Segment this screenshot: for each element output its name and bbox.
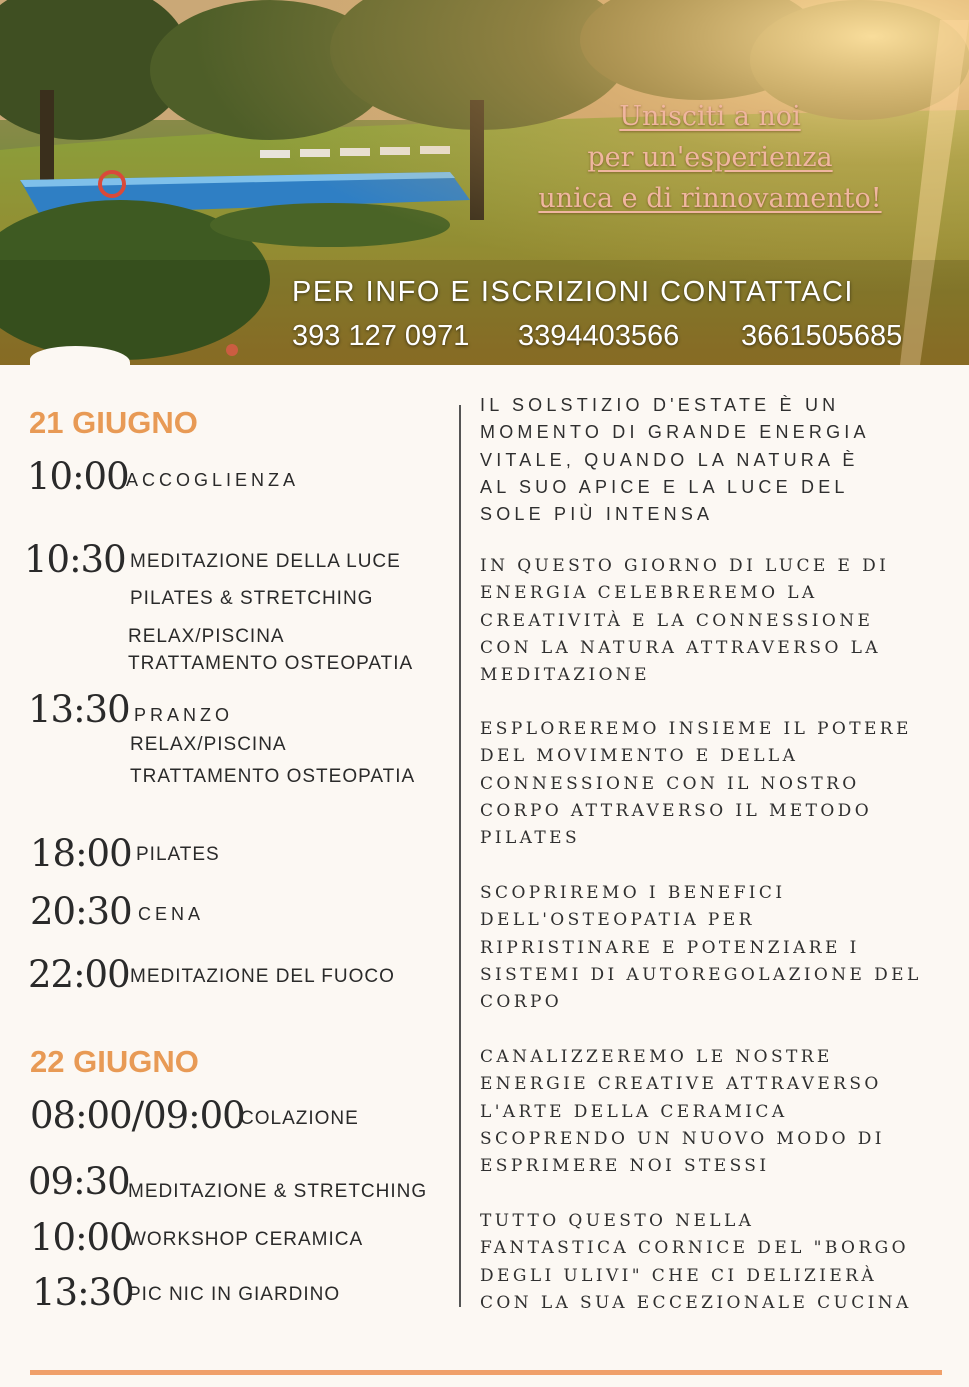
schedule-activity: PRANZO bbox=[134, 705, 234, 725]
description-line: IL SOLSTIZIO D'ESTATE È UN bbox=[480, 395, 840, 415]
phone-number[interactable]: 3394403566 bbox=[518, 320, 680, 352]
schedule-time: 08:00/09:00 bbox=[30, 1094, 245, 1137]
schedule-activity: RELAX/PISCINA bbox=[128, 626, 285, 647]
description-line: SCOPRIREMO I BENEFICI bbox=[480, 883, 786, 903]
phone-number[interactable]: 3661505685 bbox=[741, 320, 903, 352]
description-line: MEDITAZIONE bbox=[480, 665, 650, 686]
description-line: SCOPRENDO UN NUOVO MODO DI bbox=[480, 1128, 885, 1149]
description-line: MOMENTO DI GRANDE ENERGIA bbox=[480, 422, 870, 443]
description-line: CONNESSIONE CON IL NOSTRO bbox=[480, 773, 860, 794]
schedule-time: 18:00 bbox=[30, 832, 132, 875]
description-paragraph bbox=[480, 553, 950, 689]
phone-number[interactable]: 393 127 0971 bbox=[292, 320, 470, 352]
schedule-time: 22:00 bbox=[28, 953, 130, 996]
schedule-activity: PILATES bbox=[136, 844, 220, 865]
description-line: SOLE PIÙ INTENSA bbox=[480, 504, 714, 525]
schedule-activity: ACCOGLIENZA bbox=[126, 470, 300, 490]
description-line: L'ARTE DELLA CERAMICA bbox=[480, 1101, 788, 1122]
contact-title: PER INFO E ISCRIZIONI CONTATTACI bbox=[292, 276, 854, 308]
schedule-activity: MEDITAZIONE & STRETCHING bbox=[128, 1181, 428, 1202]
schedule-time: 10:30 bbox=[24, 538, 126, 581]
description-line: IN QUESTO GIORNO DI LUCE E DI bbox=[480, 556, 890, 576]
column-divider bbox=[459, 405, 461, 1307]
description-line: VITALE, QUANDO LA NATURA È bbox=[480, 449, 859, 470]
description-line: SISTEMI DI AUTOREGOLAZIONE DEL bbox=[480, 964, 922, 985]
day-title-22: 22 GIUGNO bbox=[30, 1044, 199, 1079]
description-paragraph bbox=[480, 880, 950, 1016]
description-line: FANTASTICA CORNICE DEL "BORGO bbox=[480, 1238, 909, 1259]
tagline-line: Unisciti a noi bbox=[619, 101, 801, 132]
schedule-activity: MEDITAZIONE DELLA LUCE bbox=[130, 551, 401, 572]
schedule-activity: WORKSHOP CERAMICA bbox=[128, 1229, 364, 1250]
description-line: RIPRISTINARE E POTENZIARE I bbox=[480, 937, 860, 958]
description-line: PILATES bbox=[480, 828, 580, 849]
tagline-line: unica e di rinnovamento! bbox=[538, 183, 882, 214]
schedule-time: 13:30 bbox=[32, 1271, 134, 1314]
paper-tear-decoration bbox=[30, 346, 130, 376]
schedule-activity: TRATTAMENTO OSTEOPATIA bbox=[130, 766, 416, 787]
schedule-activity: COLAZIONE bbox=[240, 1108, 359, 1129]
day-title-21: 21 GIUGNO bbox=[29, 405, 198, 440]
description-line: CON LA SUA ECCEZIONALE CUCINA bbox=[480, 1292, 912, 1313]
phone-numbers bbox=[0, 320, 969, 360]
schedule-activity: MEDITAZIONE DEL FUOCO bbox=[130, 966, 395, 987]
tagline-line: per un'esperienza bbox=[587, 142, 833, 173]
schedule-time: 13:30 bbox=[28, 688, 130, 731]
description-line: ESPRIMERE NOI STESSI bbox=[480, 1156, 770, 1177]
description-line: DEGLI ULIVI" CHE CI DELIZIERÀ bbox=[480, 1265, 878, 1286]
description-line: ENERGIE CREATIVE ATTRAVERSO bbox=[480, 1074, 882, 1095]
description-line: CORPO ATTRAVERSO IL METODO bbox=[480, 800, 873, 821]
description-paragraph bbox=[480, 1044, 950, 1180]
description-line: ENERGIA CELEBREREMO LA bbox=[480, 583, 818, 604]
schedule-time: 10:00 bbox=[27, 455, 129, 498]
description-line: CORPO bbox=[480, 992, 563, 1013]
description-line: ESPLOREREMO INSIEME IL POTERE bbox=[480, 719, 912, 739]
schedule-activity: RELAX/PISCINA bbox=[130, 734, 287, 755]
description-line: TUTTO QUESTO NELLA bbox=[480, 1211, 755, 1231]
description-line: DEL MOVIMENTO E DELLA bbox=[480, 746, 799, 767]
schedule-time: 20:30 bbox=[30, 890, 132, 933]
description-paragraph bbox=[480, 716, 950, 852]
hero-photo bbox=[0, 0, 969, 365]
schedule-activity: PIC NIC IN GIARDINO bbox=[128, 1284, 341, 1305]
tagline bbox=[520, 96, 900, 219]
schedule-time: 10:00 bbox=[30, 1216, 132, 1259]
schedule-activity: CENA bbox=[138, 904, 205, 924]
description-line: DELL'OSTEOPATIA PER bbox=[480, 910, 755, 931]
description-line: AL SUO APICE E LA LUCE DEL bbox=[480, 476, 849, 497]
description-paragraph bbox=[480, 1208, 950, 1317]
description-line: CON LA NATURA ATTRAVERSO LA bbox=[480, 637, 881, 658]
schedule-activity: TRATTAMENTO OSTEOPATIA bbox=[128, 653, 414, 674]
description-line: CREATIVITÀ E LA CONNESSIONE bbox=[480, 610, 874, 631]
schedule-activity: PILATES & STRETCHING bbox=[130, 588, 374, 609]
bottom-accent-bar bbox=[30, 1370, 942, 1375]
schedule-time: 09:30 bbox=[28, 1160, 130, 1203]
description-paragraph bbox=[480, 392, 950, 528]
description-line: CANALIZZEREMO LE NOSTRE bbox=[480, 1047, 833, 1067]
